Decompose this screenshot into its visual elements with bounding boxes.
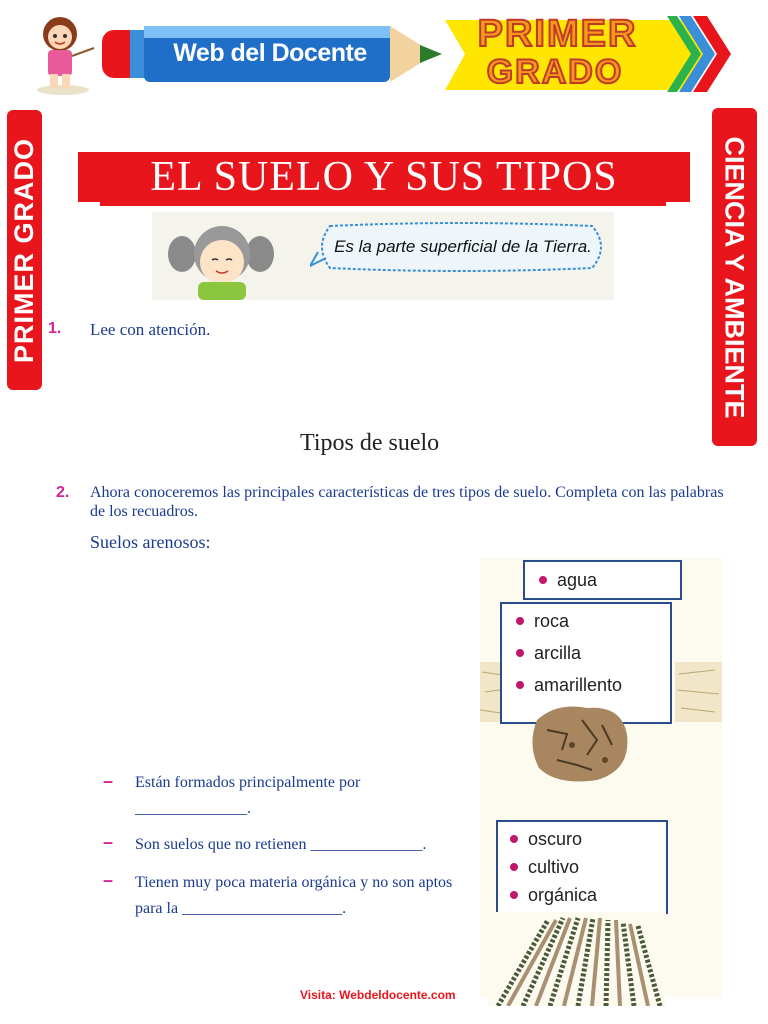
word-label: amarillento <box>534 674 623 695</box>
grade-side-label: PRIMER GRADO <box>9 137 40 363</box>
grade-line1: PRIMER <box>477 13 638 55</box>
grade-line2: GRADO <box>486 53 624 91</box>
soil-type-heading: Suelos arenosos: <box>90 532 211 552</box>
grade-side-tab <box>7 110 42 390</box>
word-box-3 <box>496 820 668 914</box>
bullet-dash: – <box>103 832 114 852</box>
teacher-mascot-icon <box>30 10 100 96</box>
bullet-dash: – <box>103 870 114 890</box>
word-item <box>516 607 670 635</box>
word-item <box>510 881 666 909</box>
sand-texture-icon <box>675 662 722 722</box>
word-item <box>525 562 680 594</box>
word-label: roca <box>534 610 570 631</box>
bullet-text: Son suelos que no retienen ______________. <box>135 836 427 853</box>
bullet-text: Están formados principalmente por ______________. <box>135 774 361 817</box>
cultivated-field-icon <box>488 912 666 1006</box>
brand-label: Web del Docente <box>173 38 367 67</box>
bullet-dash: – <box>103 771 114 791</box>
item1-text: Lee con atención. <box>90 320 211 339</box>
item2-text: Ahora conoceremos las principales características de tres tipos de suelo. Completa con las palabras de los recuadros. <box>90 484 724 520</box>
word-item <box>510 825 666 853</box>
word-item <box>516 671 670 699</box>
subject-side-label: CIENCIA Y AMBIENTE <box>720 135 751 419</box>
bubble-text: Es la parte superficial de la Tierra. <box>334 237 592 256</box>
word-label: cultivo <box>528 856 580 877</box>
bullet-dot-icon <box>516 681 524 689</box>
clay-soil-icon <box>527 700 632 785</box>
subject-side-tab <box>712 108 757 446</box>
girl-illustration-icon <box>160 214 280 300</box>
section-subtitle: Tipos de suelo <box>300 430 440 456</box>
word-box-1 <box>523 560 682 600</box>
word-label: agua <box>557 569 598 590</box>
bullet-dot-icon <box>510 891 518 899</box>
word-label: orgánica <box>528 884 598 905</box>
item1-number: 1. <box>48 320 62 337</box>
word-item <box>516 639 670 667</box>
bullet-text: Tienen muy poca materia orgánica y no son aptos para la ____________________. <box>135 874 453 917</box>
page-title: EL SUELO Y SUS TIPOS <box>150 154 618 200</box>
word-label: oscuro <box>528 828 583 849</box>
bullet-dot-icon <box>516 649 524 657</box>
word-item <box>510 853 666 881</box>
bullet-dot-icon <box>510 863 518 871</box>
bullet-dot-icon <box>510 835 518 843</box>
footer-link[interactable]: Visita: Webdeldocente.com <box>300 988 456 1002</box>
bullet-dot-icon <box>516 617 524 625</box>
word-label: arcilla <box>534 642 582 663</box>
bullet-dot-icon <box>539 576 547 584</box>
item2-number: 2. <box>56 484 70 501</box>
